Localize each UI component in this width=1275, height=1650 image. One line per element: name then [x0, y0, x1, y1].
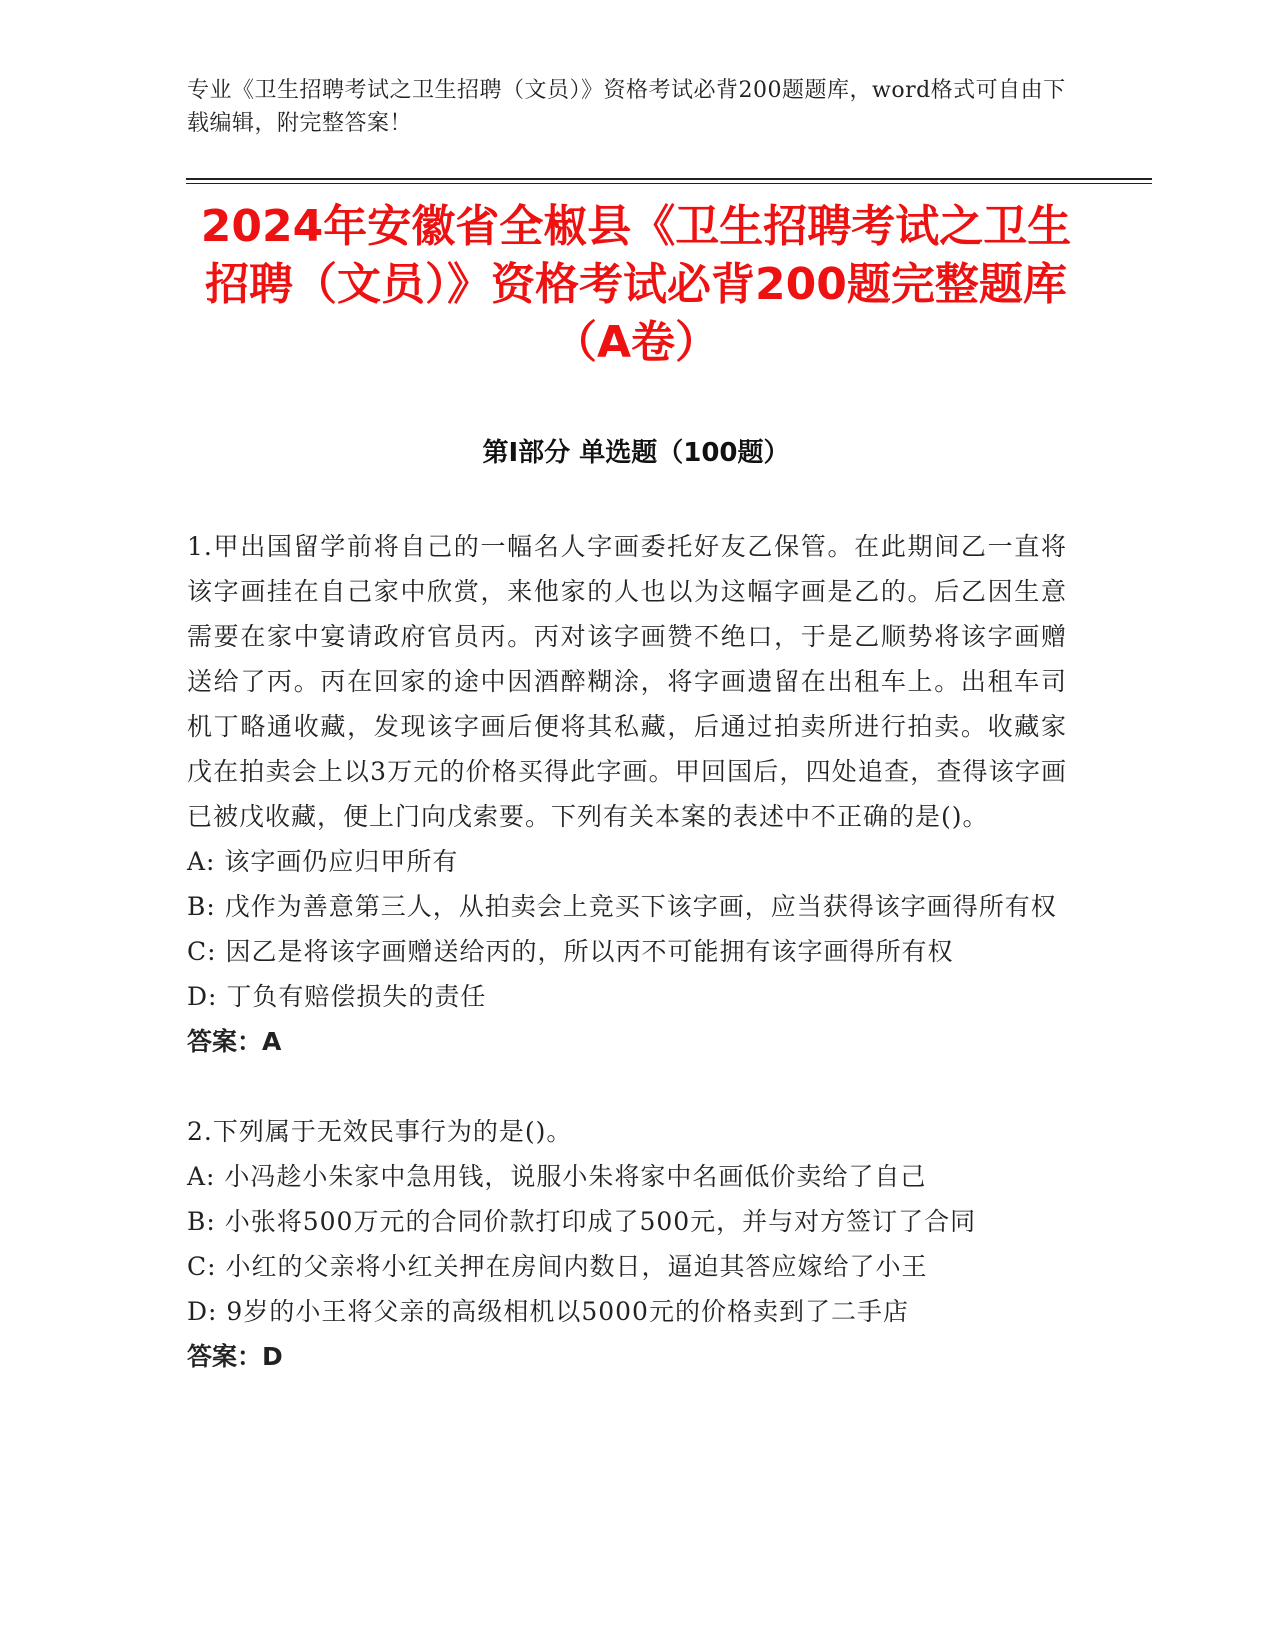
- question-item: [187, 524, 1067, 1064]
- header-note: 专业《卫生招聘考试之卫生招聘（文员）》资格考试必背200题题库，word格式可自由下载编辑，附完整答案！: [187, 78, 1066, 136]
- question-list: [187, 524, 1067, 1379]
- option-c: C: 小红的父亲将小红关押在房间内数日，逼迫其答应嫁给了小王: [187, 1252, 928, 1281]
- question-stem: 2.下列属于无效民事行为的是()。: [187, 1117, 573, 1146]
- question-item: [187, 1109, 1067, 1379]
- header-divider-thin: [186, 183, 1152, 184]
- section-title: 第Ⅰ部分 单选题（100题）: [482, 438, 790, 468]
- option-b: B: 戊作为善意第三人，从拍卖会上竞买下该字画，应当获得该字画得所有权: [187, 892, 1057, 921]
- option-d: D: 丁负有赔偿损失的责任: [187, 982, 487, 1011]
- answer-line: 答案：D: [187, 1342, 283, 1371]
- answer-line: 答案：A: [187, 1027, 282, 1056]
- option-d: D: 9岁的小王将父亲的高级相机以5000元的价格卖到了二手店: [187, 1297, 909, 1326]
- header-divider-thick: [186, 178, 1152, 180]
- question-spacer: [187, 1064, 1067, 1109]
- option-a: A: 该字画仍应归甲所有: [187, 847, 459, 876]
- option-c: C: 因乙是将该字画赠送给丙的，所以丙不可能拥有该字画得所有权: [187, 937, 954, 966]
- document-title: 2024年安徽省全椒县《卫生招聘考试之卫生招聘（文员）》资格考试必背200题完整题库（A卷）: [200, 201, 1072, 368]
- option-a: A: 小冯趁小朱家中急用钱，说服小朱将家中名画低价卖给了自己: [187, 1162, 927, 1191]
- question-stem: 1.甲出国留学前将自己的一幅名人字画委托好友乙保管。在此期间乙一直将该字画挂在自己家中欣赏，来他家的人也以为这幅字画是乙的。后乙因生意需要在家中宴请政府官员丙。丙对该字画赞不绝口，于是乙顺势将该字画赠送给了丙。丙在回家的途中因酒醉糊涂，将字画遗留在出租车上。出租车司机丁略通收藏，发现该字画后便将其私藏，后通过拍卖所进行拍卖。收藏家戊在拍卖会上以3万元的价格买得此字画。甲回国后，四处追查，查得该字画已被戊收藏，便上门向戊索要。下列有关本案的表述中不正确的是()。: [187, 532, 1067, 831]
- option-b: B: 小张将500万元的合同价款打印成了500元，并与对方签订了合同: [187, 1207, 977, 1236]
